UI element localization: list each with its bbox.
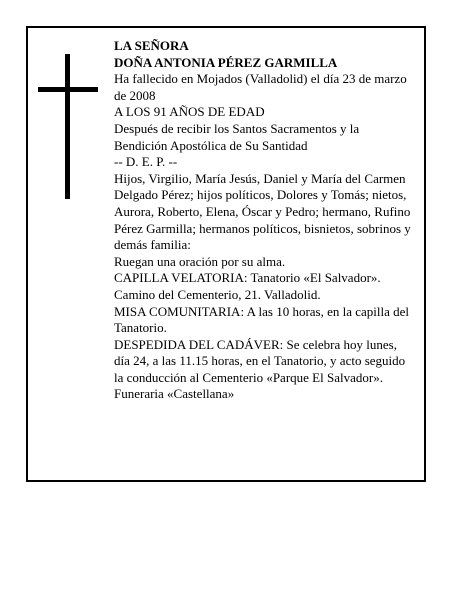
cross-vertical-bar bbox=[65, 54, 70, 199]
deceased-name: DOÑA ANTONIA PÉREZ GARMILLA bbox=[114, 54, 338, 70]
obituary-notice bbox=[26, 26, 426, 482]
funeral-home: Funeraria «Castellana» bbox=[114, 386, 235, 402]
rest-in-peace: -- D. E. P. -- bbox=[114, 154, 178, 170]
prayer-request: Ruegan una oración por su alma. bbox=[114, 253, 286, 269]
family-list: Hijos, Virgilio, María Jesús, Daniel y María del Carmen Delgado Pérez; hijos políticos, Dolores y Tomás; nietos, Aurora, Roberto, Elena, Óscar y Pedro; hermano, Rufino Pérez Garmilla; hermanos políticos, bisnietos, sobrinos y demás familia: bbox=[114, 170, 411, 253]
cross-horizontal-bar bbox=[38, 87, 98, 92]
death-info: Ha fallecido en Mojados (Valladolid) el día 23 de marzo de 2008 bbox=[114, 71, 407, 103]
sacraments-text: Después de recibir los Santos Sacramentos y la Bendición Apostólica de Su Santidad bbox=[114, 120, 360, 153]
farewell-info: DESPEDIDA DEL CADÁVER: Se celebra hoy lunes, día 24, a las 11.15 horas, en el Tanatorio, y acto seguido la conducción al Cementerio «Parque El Salvador». bbox=[114, 336, 406, 385]
mass-info: MISA COMUNITARIA: A las 10 horas, en la capilla del Tanatorio. bbox=[114, 303, 410, 336]
age-at-death: A LOS 91 AÑOS DE EDAD bbox=[114, 104, 265, 120]
cross-icon bbox=[38, 54, 98, 199]
notice-title-honorific: LA SEÑORA bbox=[114, 38, 189, 53]
chapel-info: CAPILLA VELATORIA: Tanatorio «El Salvador». Camino del Cementerio, 21. Valladolid. bbox=[114, 270, 381, 302]
notice-text bbox=[114, 38, 414, 403]
